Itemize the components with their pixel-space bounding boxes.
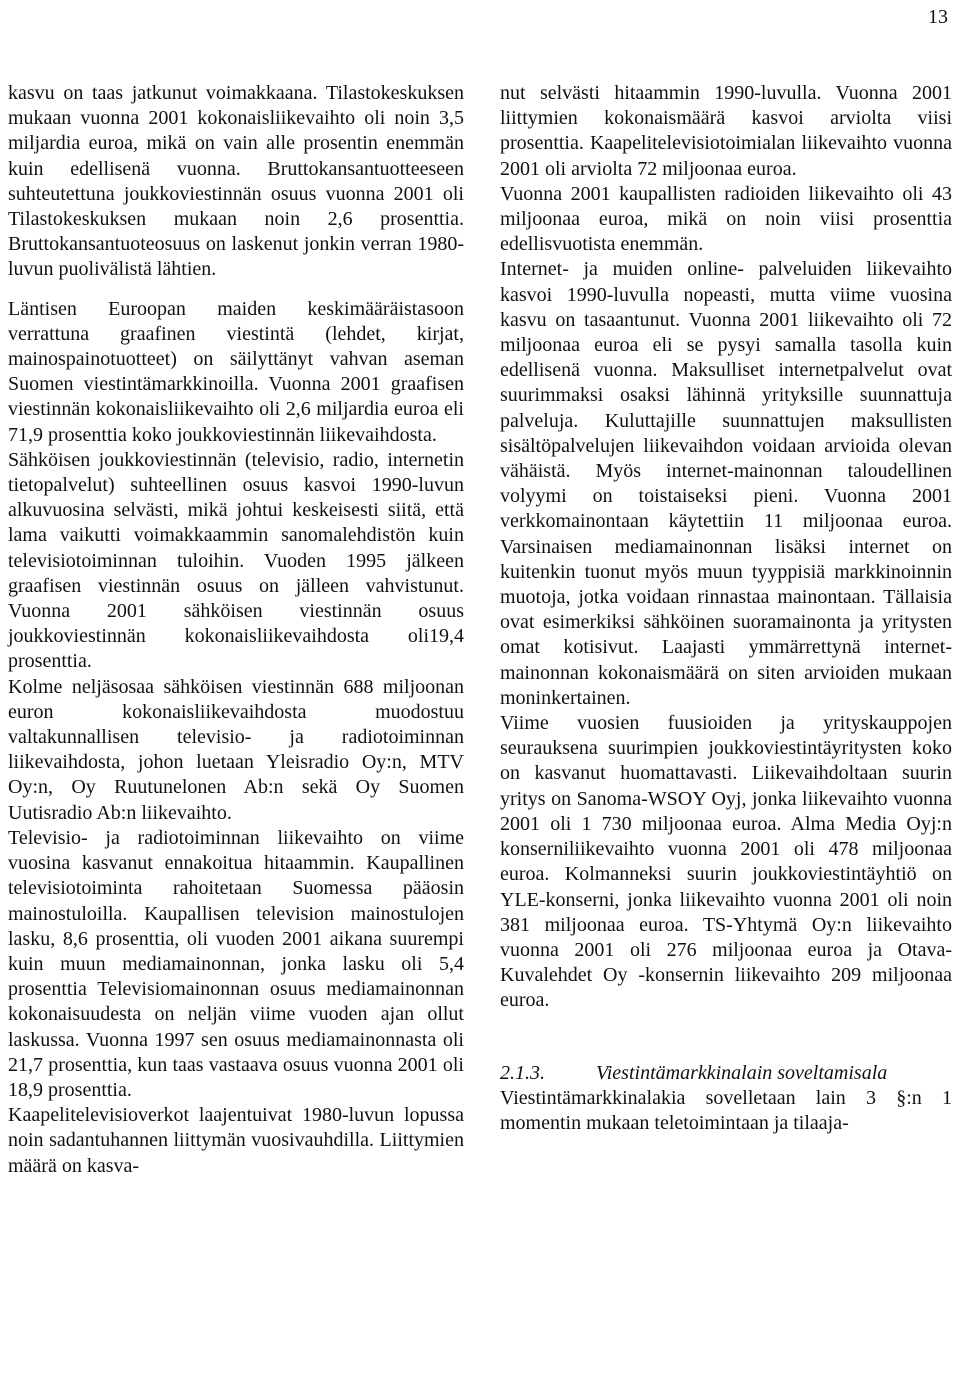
paragraph: Kolme neljäsosaa sähköisen viestinnän 688 miljoonan euron kokonaisliikevaihdosta muodostuu valtakunnallisen televisio- ja radiotoiminnan liikevaihdosta, johon luetaan Yleisradio Oy:n, MTV Oy:n, Oy Ruutunelonen Ab:n sekä Oy Suomen Uutisradio Ab:n liikevaihto. — [8, 675, 464, 824]
paragraph: Sähköisen joukkoviestinnän (televisio, radio, internetin tietopalvelut) suhteellinen osuus kasvoi 1990-luvun alkuvuosina selvästi, mikä johtui keskeisesti siitä, että lama vaikutti voimakkaammin sanomalehdistön kuin televisiotoiminnan tuloihin. Vuoden 1995 jälkeen graafisen viestinnän osuus on jälleen vahvistunut. Vuonna 2001 sähköisen viestinnän osuus joukkoviestinnän kokonaisliikevaihdosta oli19,4 prosenttia. — [8, 448, 464, 673]
section-title: Viestintämarkkinalain soveltamisala — [596, 1061, 888, 1084]
paragraph: Viime vuosien fuusioiden ja yrityskauppojen seurauksena suurimpien joukkoviestintäyritysten koko on kasvanut huomattavasti. Liikevaihdoltaan suurin yritys on Sanoma-WSOY Oyj, jonka liikevaihto vuonna 2001 oli 1 730 miljoonaa euroa. Alma Media Oyj:n konserniliikevaihto vuonna 2001 oli 478 miljoonaa euroa. Kolmanneksi suurin joukkoviestintäyhtiö on YLE-konserni, jonka liikevaihto vuonna 2001 oli noin 381 miljoonaa euroa. TS-Yhtymä Oy:n liikevaihto vuonna 2001 oli 276 miljoonaa euroa ja Otava-Kuvalehdet Oy -konsernin liikevaihto 209 miljoonaa euroa. — [500, 712, 952, 1012]
paragraph: Vuonna 2001 kaupallisten radioiden liikevaihto oli 43 miljoonaa euroa, mikä on noin viisi prosenttia edellisvuotista enemmän. — [500, 182, 952, 256]
right-column — [500, 81, 952, 1136]
section-heading — [500, 1060, 952, 1086]
page-number: 13 — [928, 6, 948, 28]
section-number: 2.1.3. — [500, 1061, 545, 1084]
paragraph: Läntisen Euroopan maiden keskimääräistasoon verrattuna graafinen viestintä (lehdet, kirjat, mainospainotuotteet) on säilyttänyt vahvan aseman Suomen viestintämarkkinoilla. Vuonna 2001 graafisen viestinnän kokonaisliikevaihto oli 2,6 miljardia euroa eli 71,9 prosenttia koko joukkoviestinnän liikevaihdosta. — [8, 297, 464, 446]
paragraph: kasvu on taas jatkunut voimakkaana. Tilastokeskuksen mukaan vuonna 2001 kokonaisliikevaihto oli noin 3,5 miljardia euroa, mikä on vain alle prosentin enemmän kuin edellisenä vuonna. Bruttokansantuotteeseen suhteutettuna joukkoviestinnän osuus vuonna 2001 oli Tilastokeskuksen mukaan noin 2,6 prosenttia. Bruttokansantuoteosuus on laskenut jonkin verran 1980-luvun puolivälistä lähtien. — [8, 82, 464, 281]
paragraph: Internet- ja muiden online- palveluiden liikevaihto kasvoi 1990-luvulla nopeasti, mutta viime vuosina kasvu on tasaantunut. Vuonna 2001 liikevaihto oli 72 miljoonaa euroa eli se pysyi samalla tasolla kuin edellisenä vuonna. Maksulliset internetpalvelut ovat suurimmaksi osaksi lähinnä yrityksille suunnattuja palveluja. Kuluttajille suunnattujen maksullisten sisältöpalvelujen liikevaihdon voidaan arvioida olevan vähäistä. Myös internet-mainonnan taloudellinen volyymi on toistaiseksi pieni. Vuonna 2001 verkkomainontaan käytettiin 11 miljoonaa euroa. Varsinaisen mediamainonnan lisäksi internet on kuitenkin tuonut myös muun tyyppisiä markkinoinnin muotoja, jotka voidaan rinnastaa mainontaan. Tällaisia ovat esimerkiksi sähköinen suoramainonta ja yritysten omat kotisivut. Laajasti ymmärrettynä internet-mainonnan kokonaismäärä on siten arvioiden mukaan moninkertainen. — [500, 258, 952, 709]
paragraph: Televisio- ja radiotoiminnan liikevaihto on viime vuosina kasvanut ennakoitua hitaammin. Kaupallinen televisiotoiminta rahoitetaan Suomessa pääosin mainostuloilla. Kaupallisen television mainostulojen lasku, 8,6 prosenttia, oli vuoden 2001 aikana suurempi kuin muun mediamainonnan, jonka lasku oli 5,4 prosenttia Televisiomainonnan osuus mediamainonnan kokonaisuudesta on neljän viime vuoden ajan ollut laskussa. Vuonna 1997 sen osuus mediamainonnasta oli 21,7 prosenttia, kun taas vastaava osuus vuonna 2001 oli 18,9 prosenttia. — [8, 826, 464, 1101]
left-column — [8, 81, 464, 1179]
paragraph: Kaapelitelevisioverkot laajentuivat 1980-luvun lopussa noin sadantuhannen liittymän vuosivauhdilla. Liittymien määrä on kasva- — [8, 1104, 464, 1177]
section-body: Viestintämarkkinalakia sovelletaan lain 3 §:n 1 momentin mukaan teletoimintaan ja tilaaja- — [500, 1086, 952, 1134]
paragraph: nut selvästi hitaammin 1990-luvulla. Vuonna 2001 liittymien kokonaismäärä kasvoi arviolta viisi prosenttia. Kaapelitelevisiotoimialan liikevaihto vuonna 2001 oli arviolta 72 miljoonaa euroa. — [500, 82, 952, 180]
